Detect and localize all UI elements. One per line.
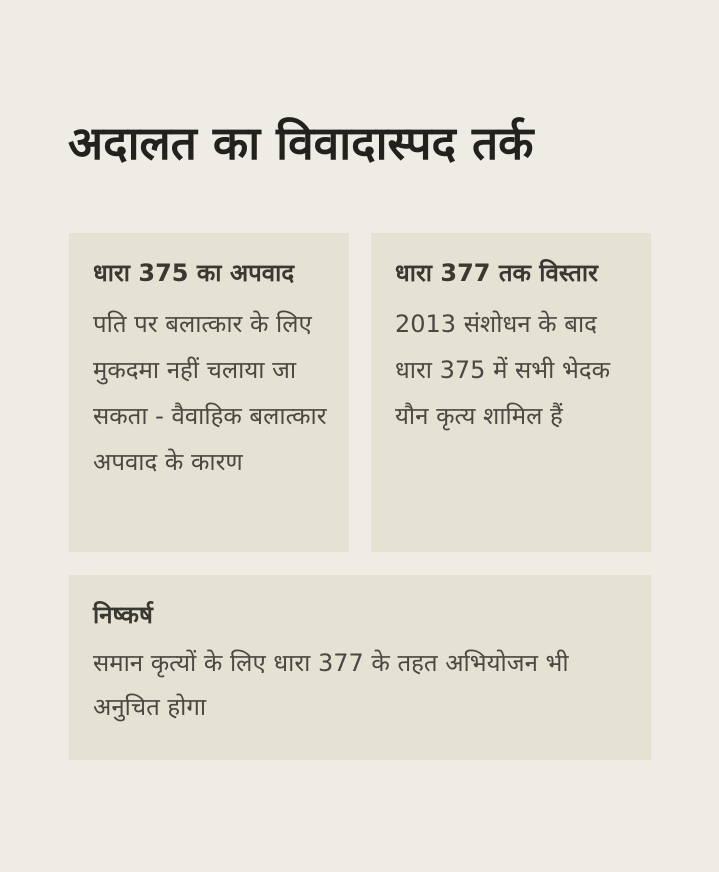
page-title: अदालत का विवादास्पद तर्क xyxy=(68,116,534,170)
card-conclusion xyxy=(69,575,651,760)
card-body: 2013 संशोधन के बाद धारा 375 में सभी भेदक यौन कृत्य शामिल हैं xyxy=(395,309,611,430)
card-heading: धारा 377 तक विस्तार xyxy=(395,259,598,287)
card-body: पति पर बलात्कार के लिए मुकदमा नहीं चलाया जा सकता - वैवाहिक बलात्कार अपवाद के कारण xyxy=(93,309,327,476)
card-section-375-exception xyxy=(69,233,349,552)
card-heading: निष्कर्ष xyxy=(93,601,153,629)
card-section-377-extension xyxy=(371,233,651,552)
card-body: समान कृत्यों के लिए धारा 377 के तहत अभियोजन भी अनुचित होगा xyxy=(93,648,569,722)
card-heading: धारा 375 का अपवाद xyxy=(93,259,295,287)
